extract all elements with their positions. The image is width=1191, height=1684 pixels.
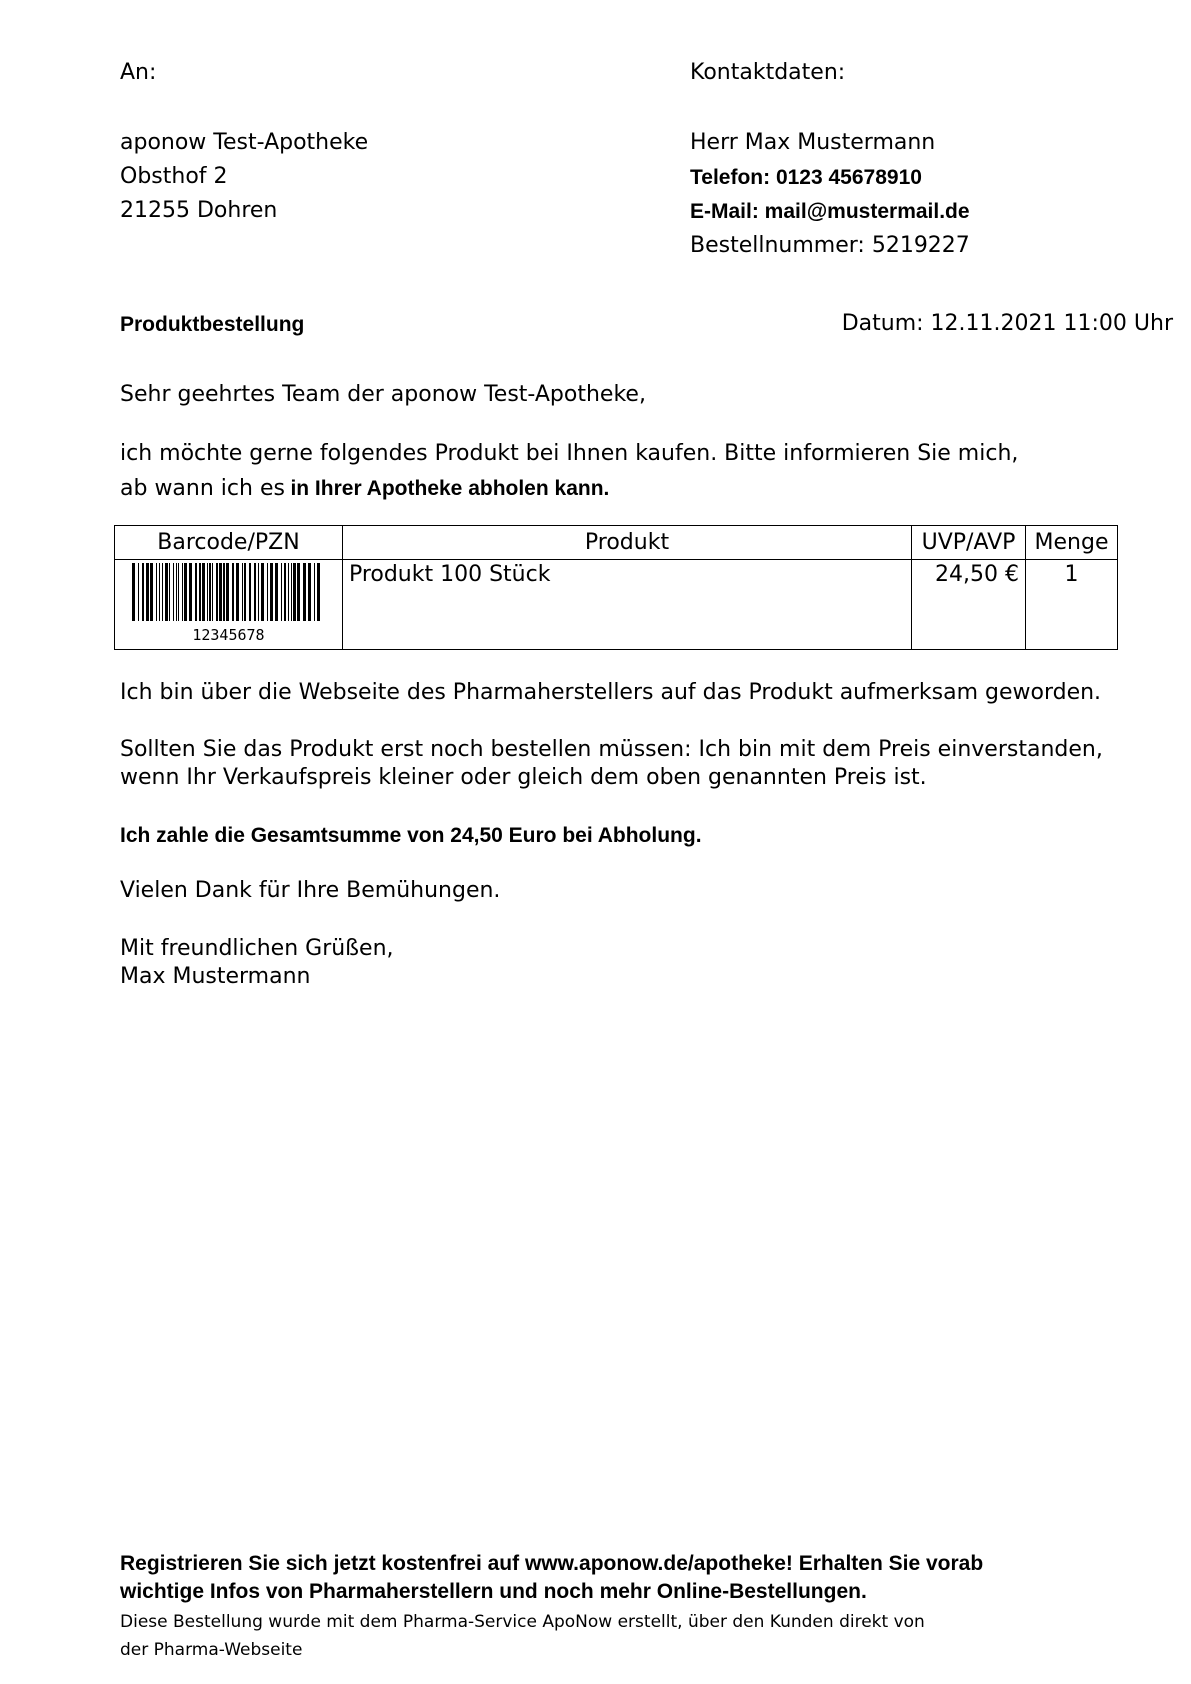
product-price: 24,50 € (912, 560, 1026, 650)
payment-note: Ich zahle die Gesamtsumme von 24,50 Euro bei Abholung. (120, 824, 702, 847)
order-number: Bestellnummer: 5219227 (690, 233, 970, 258)
barcode-cell (115, 560, 343, 650)
price-note-line-2: wenn Ihr Verkaufspreis kleiner oder gleich dem oben genannten Preis ist. (120, 765, 927, 790)
header-product: Produkt (342, 526, 911, 560)
intro-line-2-bold: in Ihrer Apotheke abholen kann. (290, 477, 610, 500)
source-note: Ich bin über die Webseite des Pharmaherstellers auf das Produkt aufmerksam geworden. (120, 680, 1102, 705)
header-barcode: Barcode/PZN (115, 526, 343, 560)
recipient-street: Obsthof 2 (120, 164, 228, 189)
contact-phone: Telefon: 0123 45678910 (690, 166, 922, 189)
footer-note-line-2: der Pharma-Webseite (120, 1640, 303, 1660)
product-quantity: 1 (1026, 560, 1118, 650)
header-price: UVP/AVP (912, 526, 1026, 560)
recipient-name: aponow Test-Apotheke (120, 130, 369, 155)
table-row (115, 560, 1118, 650)
price-note-line-1: Sollten Sie das Produkt erst noch bestellen müssen: Ich bin mit dem Preis einverstanden, (120, 737, 1103, 762)
footer-promo-line-1: Registrieren Sie sich jetzt kostenfrei auf www.aponow.de/apotheke! Erhalten Sie vorab (120, 1552, 984, 1575)
thanks: Vielen Dank für Ihre Bemühungen. (120, 878, 501, 903)
greeting: Sehr geehrtes Team der aponow Test-Apotheke, (120, 382, 646, 407)
contact-label: Kontaktdaten: (690, 60, 846, 85)
barcode (130, 563, 326, 643)
subject-heading: Produktbestellung (120, 313, 305, 336)
intro-line-1: ich möchte gerne folgendes Produkt bei Ihnen kaufen. Bitte informieren Sie mich, (120, 441, 1019, 466)
signature: Max Mustermann (120, 964, 311, 989)
contact-name: Herr Max Mustermann (690, 130, 936, 155)
barcode-number: 12345678 (192, 626, 265, 644)
closing: Mit freundlichen Grüßen, (120, 936, 394, 961)
product-table (114, 525, 1118, 650)
intro-line-2-normal: ab wann ich es (120, 476, 285, 501)
table-header-row (115, 526, 1118, 560)
product-name: Produkt 100 Stück (342, 560, 911, 650)
header-quantity: Menge (1026, 526, 1118, 560)
order-date: Datum: 12.11.2021 11:00 Uhr (841, 311, 1173, 336)
barcode-image (130, 563, 326, 621)
footer-promo-line-2: wichtige Infos von Pharmaherstellern und noch mehr Online-Bestellungen. (120, 1580, 867, 1603)
footer-note-line-1: Diese Bestellung wurde mit dem Pharma-Service ApoNow erstellt, über den Kunden direkt von (120, 1612, 925, 1632)
recipient-city: 21255 Dohren (120, 198, 278, 223)
recipient-label: An: (120, 60, 157, 85)
intro-line-2 (120, 474, 609, 503)
contact-email: E-Mail: mail@mustermail.de (690, 200, 970, 223)
